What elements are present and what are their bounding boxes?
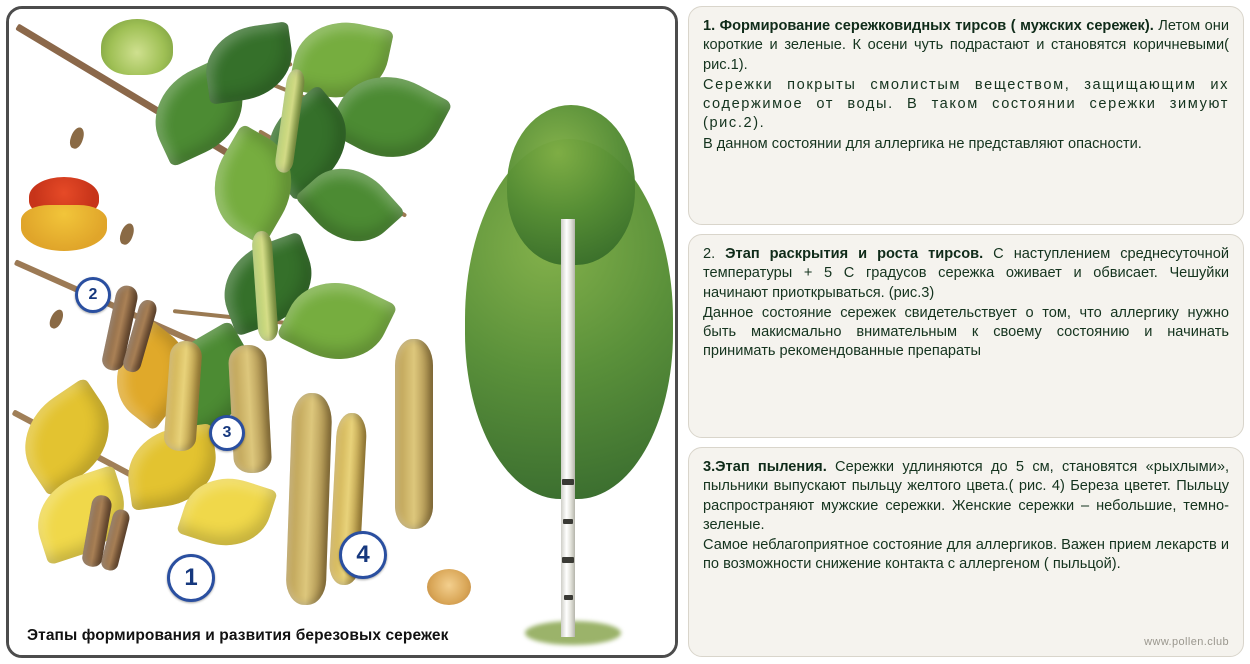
illustration-caption: Этапы формирования и развития березовых сережек — [27, 627, 449, 644]
birch-illustration-panel — [6, 6, 678, 658]
bud — [118, 222, 137, 247]
panel-2-paragraph-2: Данное состояние сережек свидетельствует о том, что аллергику нужно быть макисмально внимательным к своему состоянию и начинать принимать рекомендованные препараты — [703, 304, 1229, 360]
catkin-pollinating-long — [285, 392, 332, 605]
panel-2-lead: Этап раскрытия и роста тирсов. — [725, 246, 984, 262]
bud — [47, 308, 65, 331]
panel-1-lead: 1. Формирование сережковидных тирсов ( мужских сережек). — [703, 18, 1154, 34]
panel-2-paragraph-1 — [703, 245, 1229, 303]
pollen-grain-detail — [427, 569, 471, 605]
panel-3-text: Сережки удлиняются до 5 см, становятся «рыхлыми», пыльники выпускают пыльцу желтого цвета.( рис. 4) Береза цветет. Пыльцу распространяют мужские сережки. Женские сережки – небольшие, темно-зеленые. — [703, 459, 1229, 533]
panel-stage-3 — [688, 447, 1244, 657]
panel-1-paragraph-1 — [703, 17, 1229, 75]
panel-1-paragraph-2: Сережки покрыты смолистым веществом, защищающим их содержимое от воды. В таком состоянии сережки зимуют (рис.2). — [703, 76, 1229, 132]
panel-3-lead: 3.Этап пыления. — [703, 459, 827, 475]
trunk-mark — [563, 519, 573, 524]
badge-label: 2 — [88, 286, 98, 303]
badge-label: 3 — [222, 424, 232, 441]
badge-label: 1 — [184, 564, 198, 591]
badge-4 — [339, 531, 387, 579]
trunk-mark — [562, 479, 574, 485]
panel-1-text: Летом они короткие и зеленые. К осени чуть подрастают и становятся коричневыми( рис.1). — [703, 18, 1229, 73]
stages-panels — [688, 6, 1244, 664]
badge-3 — [209, 415, 245, 451]
flower-petals-detail — [21, 205, 107, 251]
illustration-canvas — [9, 9, 675, 655]
panel-2-text: С наступлением среднесуточной температуры + 5 С градусов сережка оживает и обвисает. Чешуйки начинают приоткрываться. (рис.3) — [703, 246, 1229, 301]
panel-1-paragraph-3: В данном состоянии для аллергика не представляют опасности. — [703, 135, 1142, 152]
leaf-green — [200, 21, 297, 105]
badge-label: 4 — [356, 541, 370, 568]
panel-stage-1 — [688, 6, 1244, 225]
catkin-fig4-detached — [395, 339, 433, 529]
panel-3-paragraph-1 — [703, 458, 1229, 535]
watermark: www.pollen.club — [1144, 636, 1229, 649]
bud — [68, 126, 87, 151]
birch-tree-trunk — [561, 219, 575, 637]
bud-scale-detail — [101, 19, 173, 75]
panel-stage-2 — [688, 234, 1244, 438]
panel-3-paragraph-2: Самое неблагоприятное состояние для аллергиков. Важен прием лекарств и по возможности снижение контакта с аллергеном ( пыльцой). — [703, 537, 1229, 573]
panel-2-number: 2. — [703, 246, 726, 262]
badge-2 — [75, 277, 111, 313]
badge-1 — [167, 554, 215, 602]
trunk-mark — [562, 557, 574, 563]
catkin-opening-fig3 — [228, 344, 273, 474]
trunk-mark — [564, 595, 573, 600]
